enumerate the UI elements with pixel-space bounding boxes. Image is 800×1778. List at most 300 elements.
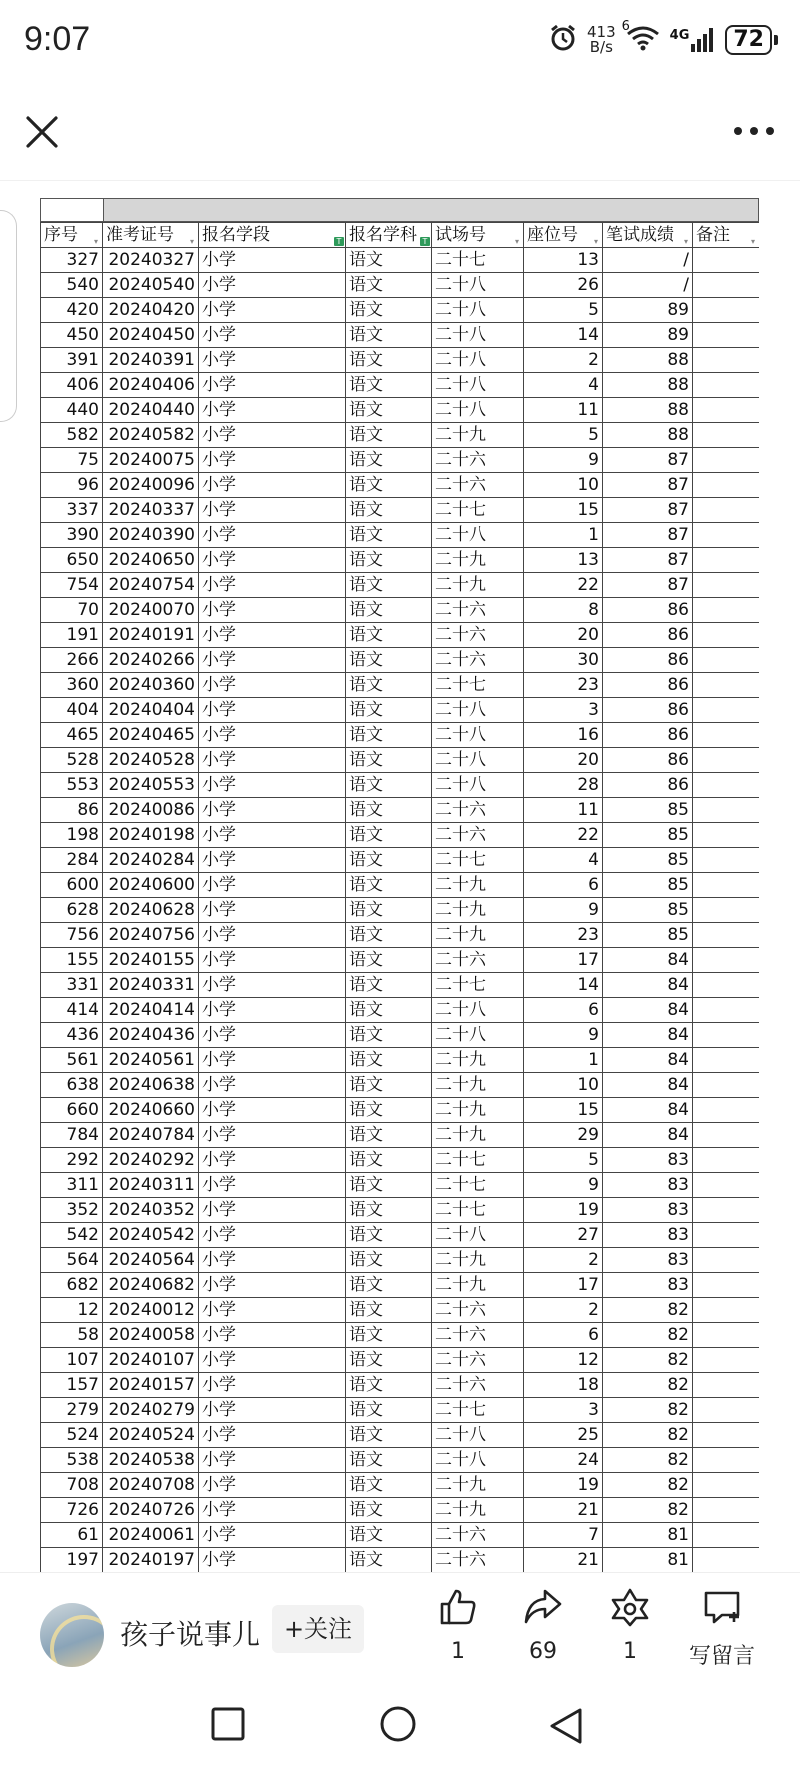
table-cell: 21 (524, 1548, 603, 1573)
table-cell: 小学 (199, 573, 346, 598)
table-cell: 404 (41, 698, 103, 723)
comment-add-icon (702, 1587, 742, 1627)
table-cell (693, 1523, 760, 1548)
more-icon[interactable] (732, 118, 776, 144)
table-cell: 20240266 (103, 648, 199, 673)
share-icon (523, 1587, 563, 1627)
table-cell: 61 (41, 1523, 103, 1548)
table-cell: 86 (603, 623, 693, 648)
column-header[interactable] (693, 223, 760, 248)
table-cell: 86 (603, 748, 693, 773)
table-cell: 58 (41, 1323, 103, 1348)
table-cell: 20240012 (103, 1298, 199, 1323)
table-cell: 20240465 (103, 723, 199, 748)
table-cell: 20240528 (103, 748, 199, 773)
table-cell: 311 (41, 1173, 103, 1198)
table-cell: 20240331 (103, 973, 199, 998)
table-cell: 二十六 (432, 448, 524, 473)
table-cell: 20240086 (103, 798, 199, 823)
table-cell: 6 (524, 1323, 603, 1348)
table-cell: 小学 (199, 898, 346, 923)
network-type: 4G (669, 28, 690, 43)
table-row (41, 573, 760, 598)
author-name[interactable]: 孩子说事儿 (120, 1618, 261, 1651)
table-row (41, 973, 760, 998)
table-row (41, 523, 760, 548)
table-cell: 20240360 (103, 673, 199, 698)
table-cell: 20240337 (103, 498, 199, 523)
table-cell: 20240540 (103, 273, 199, 298)
table-row (41, 948, 760, 973)
table-cell: 语文 (346, 498, 432, 523)
table-cell: 20240628 (103, 898, 199, 923)
table-cell: 327 (41, 248, 103, 273)
column-header[interactable] (346, 223, 432, 248)
table-cell: 756 (41, 923, 103, 948)
table-cell: 23 (524, 923, 603, 948)
table-row (41, 548, 760, 573)
table-cell: 708 (41, 1473, 103, 1498)
table-cell: 20240638 (103, 1073, 199, 1098)
table-cell: 小学 (199, 523, 346, 548)
table-cell: 语文 (346, 748, 432, 773)
table-cell: 10 (524, 473, 603, 498)
table-cell (693, 1248, 760, 1273)
table-cell: 语文 (346, 673, 432, 698)
table-cell: 191 (41, 623, 103, 648)
table-cell: 88 (603, 423, 693, 448)
table-cell: 75 (41, 448, 103, 473)
table-cell: 87 (603, 523, 693, 548)
sheet-top-strip (40, 198, 759, 222)
table-row (41, 373, 760, 398)
table-cell: 语文 (346, 823, 432, 848)
table-cell (693, 423, 760, 448)
table-cell: 二十九 (432, 1498, 524, 1523)
table-cell: 3 (524, 698, 603, 723)
table-cell: 小学 (199, 723, 346, 748)
table-cell (693, 1298, 760, 1323)
table-cell (693, 798, 760, 823)
table-cell: 87 (603, 448, 693, 473)
table-cell: 86 (603, 598, 693, 623)
table-cell: 二十六 (432, 1348, 524, 1373)
table-cell: 语文 (346, 723, 432, 748)
table-cell: 小学 (199, 423, 346, 448)
table-cell: 二十七 (432, 1398, 524, 1423)
table-cell (693, 623, 760, 648)
comment-button[interactable] (672, 1587, 772, 1670)
table-cell: 20240075 (103, 448, 199, 473)
table-cell: 二十八 (432, 1223, 524, 1248)
table-row (41, 1073, 760, 1098)
table-cell: 726 (41, 1498, 103, 1523)
table-cell: 87 (603, 548, 693, 573)
table-row (41, 998, 760, 1023)
table-cell: 小学 (199, 998, 346, 1023)
table-cell (693, 1398, 760, 1423)
table-cell: 小学 (199, 1473, 346, 1498)
filter-active-icon[interactable]: T (334, 237, 344, 246)
system-nav-bar (0, 1682, 800, 1778)
table-cell (693, 298, 760, 323)
filter-icon[interactable]: ▾ (750, 237, 755, 246)
table-cell: 83 (603, 1223, 693, 1248)
table-row (41, 248, 760, 273)
table-row (41, 1448, 760, 1473)
author-avatar[interactable] (40, 1603, 104, 1667)
table-cell: 88 (603, 373, 693, 398)
alarm-icon (549, 24, 577, 56)
table-cell: 20240726 (103, 1498, 199, 1523)
table-cell (693, 1423, 760, 1448)
table-cell: 20240564 (103, 1248, 199, 1273)
table-cell: 二十六 (432, 1298, 524, 1323)
table-cell: 86 (603, 648, 693, 673)
table-cell: 小学 (199, 448, 346, 473)
bottom-action-bar (0, 1572, 800, 1683)
filter-icon[interactable]: ▾ (514, 237, 519, 246)
table-cell: 小学 (199, 1023, 346, 1048)
table-cell: 语文 (346, 548, 432, 573)
table-cell: 20 (524, 623, 603, 648)
table-cell: 107 (41, 1348, 103, 1373)
table-cell: 406 (41, 373, 103, 398)
table-cell: 二十八 (432, 1448, 524, 1473)
table-cell: 85 (603, 848, 693, 873)
table-cell: 20240660 (103, 1098, 199, 1123)
table-cell (693, 648, 760, 673)
table-cell (693, 1498, 760, 1523)
table-cell: 390 (41, 523, 103, 548)
table-cell: 20240292 (103, 1148, 199, 1173)
table-cell: 20240391 (103, 348, 199, 373)
circle-icon[interactable] (378, 1706, 418, 1750)
table-cell: 279 (41, 1398, 103, 1423)
column-header[interactable] (524, 223, 603, 248)
table-cell: 20240197 (103, 1548, 199, 1573)
table-cell: 82 (603, 1448, 693, 1473)
table-cell: 二十九 (432, 1098, 524, 1123)
table-cell (693, 248, 760, 273)
table-cell: 语文 (346, 1048, 432, 1073)
table-cell (693, 1448, 760, 1473)
table-cell: 81 (603, 1548, 693, 1573)
table-cell: 语文 (346, 698, 432, 723)
table-cell (693, 973, 760, 998)
table-cell: 语文 (346, 1123, 432, 1148)
table-cell: 5 (524, 423, 603, 448)
table-cell (693, 1148, 760, 1173)
table-cell: 4 (524, 373, 603, 398)
table-cell: 二十九 (432, 1248, 524, 1273)
table-cell: 11 (524, 398, 603, 423)
table-cell: 二十六 (432, 798, 524, 823)
table-cell: 83 (603, 1273, 693, 1298)
table-cell: 二十七 (432, 1198, 524, 1223)
score-table (40, 222, 759, 1572)
table-cell: 784 (41, 1123, 103, 1148)
table-cell: 331 (41, 973, 103, 998)
table-row (41, 773, 760, 798)
table-cell: 28 (524, 773, 603, 798)
table-cell: 二十六 (432, 1373, 524, 1398)
filter-icon[interactable]: ▾ (683, 237, 688, 246)
table-cell: 小学 (199, 348, 346, 373)
table-cell: 19 (524, 1473, 603, 1498)
table-cell: 436 (41, 1023, 103, 1048)
table-cell: 小学 (199, 1423, 346, 1448)
table-cell: 553 (41, 773, 103, 798)
table-cell: 语文 (346, 1223, 432, 1248)
table-cell: 650 (41, 548, 103, 573)
table-cell: 二十八 (432, 748, 524, 773)
table-cell: 83 (603, 1198, 693, 1223)
table-row (41, 598, 760, 623)
table-cell: 198 (41, 823, 103, 848)
net-speed-unit: B/s (589, 38, 613, 56)
table-cell (693, 1273, 760, 1298)
table-cell: 5 (524, 1148, 603, 1173)
table-cell: 20240327 (103, 248, 199, 273)
table-cell (693, 523, 760, 548)
table-cell (693, 1098, 760, 1123)
table-cell: 538 (41, 1448, 103, 1473)
table-cell: 420 (41, 298, 103, 323)
table-cell: 语文 (346, 1423, 432, 1448)
table-cell: 524 (41, 1423, 103, 1448)
table-row (41, 1323, 760, 1348)
square-icon[interactable] (210, 1706, 246, 1746)
column-header-label: 序号 (44, 225, 78, 245)
table-body (41, 248, 760, 1573)
table-cell: 83 (603, 1148, 693, 1173)
table-cell: 语文 (346, 423, 432, 448)
table-cell: 11 (524, 798, 603, 823)
table-cell: 语文 (346, 873, 432, 898)
like-button[interactable] (418, 1587, 498, 1664)
follow-button[interactable]: +关注 (272, 1605, 364, 1653)
table-cell (693, 1123, 760, 1148)
collect-button[interactable] (590, 1587, 670, 1664)
table-cell: 20240561 (103, 1048, 199, 1073)
table-cell: 小学 (199, 273, 346, 298)
table-row (41, 673, 760, 698)
table-cell (693, 773, 760, 798)
table-cell: 小学 (199, 1248, 346, 1273)
column-header[interactable] (603, 223, 693, 248)
table-cell (693, 698, 760, 723)
table-cell: 语文 (346, 1548, 432, 1573)
filter-icon[interactable]: ▾ (189, 237, 194, 246)
table-cell: 二十八 (432, 398, 524, 423)
table-cell: 二十六 (432, 598, 524, 623)
table-cell: 语文 (346, 1098, 432, 1123)
table-cell: 小学 (199, 1098, 346, 1123)
table-row (41, 448, 760, 473)
table-cell: 84 (603, 998, 693, 1023)
table-cell: 小学 (199, 773, 346, 798)
table-cell: 语文 (346, 1248, 432, 1273)
table-row (41, 848, 760, 873)
table-cell: 20240096 (103, 473, 199, 498)
table-cell: 15 (524, 498, 603, 523)
table-cell (693, 723, 760, 748)
table-cell: 二十九 (432, 898, 524, 923)
table-cell: 小学 (199, 848, 346, 873)
table-cell: 20240390 (103, 523, 199, 548)
table-cell: 86 (41, 798, 103, 823)
share-count: 69 (529, 1639, 557, 1664)
table-cell: 10 (524, 1073, 603, 1098)
table-cell: 二十八 (432, 523, 524, 548)
table-row (41, 873, 760, 898)
table-cell: 语文 (346, 898, 432, 923)
table-cell: 19 (524, 1198, 603, 1223)
table-row (41, 423, 760, 448)
column-header-label: 准考证号 (106, 225, 174, 245)
table-cell: 语文 (346, 623, 432, 648)
table-cell: 84 (603, 1048, 693, 1073)
table-cell: 小学 (199, 1123, 346, 1148)
filter-icon[interactable]: ▾ (593, 237, 598, 246)
table-cell: 85 (603, 873, 693, 898)
table-cell: 20240404 (103, 698, 199, 723)
status-icons (549, 19, 778, 56)
table-cell: 12 (41, 1298, 103, 1323)
table-row (41, 1548, 760, 1573)
table-cell: 语文 (346, 1448, 432, 1473)
table-cell: 85 (603, 823, 693, 848)
table-cell: 2 (524, 1248, 603, 1273)
column-header-label: 笔试成绩 (606, 225, 674, 245)
table-cell: 82 (603, 1348, 693, 1373)
table-cell: 二十八 (432, 323, 524, 348)
table-cell: 20240406 (103, 373, 199, 398)
table-row (41, 1398, 760, 1423)
table-cell: 小学 (199, 1448, 346, 1473)
table-row (41, 1373, 760, 1398)
table-cell: 20240553 (103, 773, 199, 798)
triangle-back-icon[interactable] (548, 1706, 584, 1750)
side-tab-handle[interactable] (0, 210, 17, 422)
table-cell: 540 (41, 273, 103, 298)
table-cell: 1 (524, 1048, 603, 1073)
table-cell: 81 (603, 1523, 693, 1548)
status-time: 9:07 (24, 20, 91, 58)
table-cell: 85 (603, 798, 693, 823)
table-cell: 20240450 (103, 323, 199, 348)
column-header[interactable] (103, 223, 199, 248)
table-cell: 语文 (346, 973, 432, 998)
table-cell: 20240784 (103, 1123, 199, 1148)
filter-icon[interactable]: ▾ (93, 237, 98, 246)
table-cell: 二十八 (432, 1423, 524, 1448)
table-cell: 9 (524, 1023, 603, 1048)
table-row (41, 273, 760, 298)
table-cell: 语文 (346, 1073, 432, 1098)
table-cell (693, 1048, 760, 1073)
column-header[interactable] (199, 223, 346, 248)
table-cell (693, 323, 760, 348)
spreadsheet-image (40, 198, 759, 1572)
table-cell: 二十七 (432, 498, 524, 523)
table-cell: 小学 (199, 823, 346, 848)
table-cell: 82 (603, 1498, 693, 1523)
table-cell (693, 1348, 760, 1373)
table-cell: 16 (524, 723, 603, 748)
table-cell: 20240756 (103, 923, 199, 948)
table-cell: 414 (41, 998, 103, 1023)
table-cell: 600 (41, 873, 103, 898)
close-icon[interactable] (20, 110, 64, 154)
table-cell: 二十八 (432, 298, 524, 323)
table-cell: 二十八 (432, 273, 524, 298)
table-cell: 语文 (346, 523, 432, 548)
table-cell: 18 (524, 1373, 603, 1398)
filter-active-icon[interactable]: T (420, 237, 430, 246)
table-cell: 小学 (199, 1398, 346, 1423)
table-cell: 二十七 (432, 673, 524, 698)
table-cell: 628 (41, 898, 103, 923)
table-cell: 450 (41, 323, 103, 348)
column-header[interactable] (41, 223, 103, 248)
table-cell: 二十六 (432, 623, 524, 648)
table-cell: 语文 (346, 598, 432, 623)
table-cell: 20240070 (103, 598, 199, 623)
table-row (41, 748, 760, 773)
share-button[interactable] (503, 1587, 583, 1664)
table-cell (693, 448, 760, 473)
collect-count: 1 (623, 1639, 637, 1664)
table-cell: 9 (524, 1173, 603, 1198)
table-cell: 292 (41, 1148, 103, 1173)
table-row (41, 473, 760, 498)
battery-tip (774, 35, 778, 45)
table-cell: 语文 (346, 448, 432, 473)
table-cell: 3 (524, 1398, 603, 1423)
table-cell: 86 (603, 723, 693, 748)
table-cell: 小学 (199, 598, 346, 623)
table-cell: 二十六 (432, 948, 524, 973)
table-cell: 352 (41, 1198, 103, 1223)
table-cell: 266 (41, 648, 103, 673)
nav-bar (0, 100, 800, 181)
signal-icon (670, 28, 716, 52)
table-cell: 391 (41, 348, 103, 373)
table-cell: 17 (524, 948, 603, 973)
column-header-label: 备注 (696, 225, 730, 245)
thumbs-up-icon (438, 1587, 478, 1627)
table-row (41, 1348, 760, 1373)
table-cell: 83 (603, 1248, 693, 1273)
table-cell: 小学 (199, 1148, 346, 1173)
table-row (41, 1273, 760, 1298)
column-header[interactable] (432, 223, 524, 248)
table-cell: 20240538 (103, 1448, 199, 1473)
table-cell (693, 473, 760, 498)
table-cell: 27 (524, 1223, 603, 1248)
table-cell (693, 398, 760, 423)
table-cell: 20240279 (103, 1398, 199, 1423)
table-cell: 语文 (346, 1173, 432, 1198)
table-row (41, 498, 760, 523)
table-cell: 682 (41, 1273, 103, 1298)
table-cell: 语文 (346, 923, 432, 948)
table-cell (693, 573, 760, 598)
table-cell: 23 (524, 673, 603, 698)
like-count: 1 (451, 1639, 465, 1664)
